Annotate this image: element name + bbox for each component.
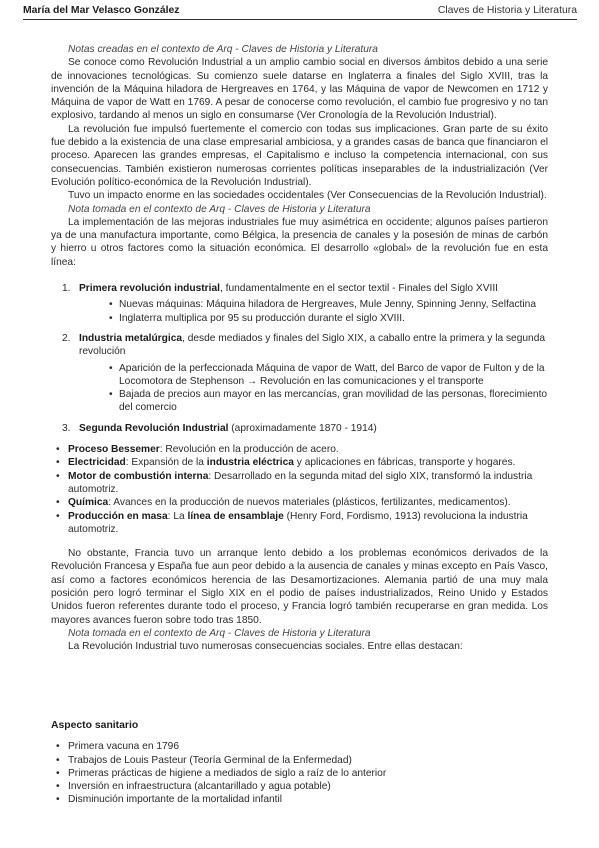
context-note: Nota tomada en el contexto de Arq - Claves de Historia y Literatura (68, 203, 371, 215)
page-header (23, 3, 577, 20)
phase-sublist (79, 362, 548, 415)
paragraph-asymmetry: La implementación de las mejoras industriales fue muy asimétrica en occidente; algunos países partieron ya de una manufactura importante, como Bélgica, la presencia de canales y la posesión de minas de carbón y hierro u otros factores como la situación económica. El desarrollo «global» de la revolución fue en esta línea: (51, 216, 548, 268)
list-item (51, 443, 548, 456)
item-text: : La (167, 510, 188, 522)
item-title: Producción en masa (68, 510, 168, 522)
item-text: : Desarrollado en la segunda mitad del siglo XIX, transformó la industria automotriz. (68, 470, 533, 495)
paragraph-intro: Se conoce como Revolución Industrial a un amplio cambio social en diversos ámbitos debido a una serie de innovaciones tecnológicas. Su comienzo suele datarse en Inglaterra a finales del Siglo XVIII, tras la invención de la Máquina hiladora de Hergreaves en 1764, y las Máquina de vapor de Newcomen en 1712 y Máquina de vapor de Watt en 1769. A pesar de conocerse como revolución, el cambio fue progresivo y no tan explosivo, tardando al menos un siglo en consumarse (Ver Cronología de la Revolución Industrial). (51, 57, 548, 122)
item-title: Motor de combustión interna (68, 470, 209, 482)
item-emphasis: industria eléctrica (206, 457, 294, 469)
sublist-item: • Inglaterra multiplica por 95 su producción durante el siglo XVIII. (79, 312, 548, 325)
item-title: Proceso Bessemer (68, 444, 160, 456)
list-item: • Trabajos de Louis Pasteur (Teoría Germinal de la Enfermedad) (51, 754, 548, 767)
phases-list (51, 282, 548, 435)
paragraph-impact: Tuvo un impacto enorme en las sociedades occidentales (Ver Consecuencias de la Revolución Industrial). (68, 190, 547, 202)
phase-item (51, 332, 548, 415)
paragraph-countries: No obstante, Francia tuvo un arranque lento debido a los problemas económicos derivados de la Revolución Francesa y España fue aun peor debido a la ausencia de canales y minas excepto en País Vasco, así como a factores económicos herencia de las Desamortizaciones. Alemania partió de una muy mala posición pero logró terminar el Siglo XIX en el podio de países industrializados, Reino Unido y Estados Unidos fueron referentes durante todo el proceso, y Francia logró también recuperarse en gran medida. Los mayores avances fueron sobre todo tras 1850. (51, 548, 548, 626)
phase-description: , fundamentalmente en el sector textil - Finales del Siglo XVIII (219, 283, 499, 295)
list-item (51, 456, 548, 469)
second-revolution-list (51, 443, 548, 536)
section-heading: Aspecto sanitario (51, 720, 139, 731)
phase-title: Segunda Revolución Industrial (79, 422, 229, 434)
phase-number: 3. (62, 422, 71, 434)
phase-description: (aproximadamente 1870 - 1914) (228, 422, 377, 434)
list-item: • Primeras prácticas de higiene a mediados de siglo a raíz de lo anterior (51, 767, 548, 780)
context-note: Notas creadas en el contexto de Arq - Claves de Historia y Literatura (68, 44, 378, 55)
sanitario-section (51, 719, 548, 807)
phase-description: , desde mediados y finales del Siglo XIX, a caballo entre la primera y la segunda revolución (79, 332, 546, 358)
list-item (51, 496, 548, 509)
header-author: María del Mar Velasco González (23, 5, 180, 16)
phase-number: 2. (62, 332, 71, 344)
list-item (51, 470, 548, 497)
list-item: • Inversión en infraestructura (alcantarillado y agua potable) (51, 780, 548, 793)
item-emphasis: línea de ensamblaje (187, 510, 284, 522)
paragraph-consequences: La Revolución Industrial tuvo numerosas consecuencias sociales. Entre ellas destacan: (68, 641, 463, 653)
sanitario-list (51, 740, 548, 806)
item-text: : Expansión de la (125, 457, 207, 469)
item-text: : Avances en la producción de nuevos materiales (plásticos, fertilizantes, medicamentos). (108, 497, 511, 509)
list-item (51, 510, 548, 537)
sublist-item: • Bajada de precios aun mayor en las mercancías, gran movilidad de las personas, florecimiento del comercio (79, 388, 548, 415)
sublist-item: • Aparición de la perfeccionada Máquina de vapor de Watt, del Barco de vapor de Fulton y de la Locomotora de Stephenson → Revolución en las comunicaciones y el transporte (79, 362, 548, 389)
item-title: Electricidad (68, 457, 126, 469)
item-text: y aplicaciones en fábricas, transporte y hogares. (293, 457, 516, 469)
phase-title: Primera revolución industrial (79, 283, 220, 295)
phase-item (51, 282, 548, 325)
sublist-item: • Nuevas máquinas: Máquina hiladora de Hergreaves, Mule Jenny, Spinning Jenny, Selfactina (79, 298, 548, 311)
context-note: Nota tomada en el contexto de Arq - Claves de Historia y Literatura (68, 627, 371, 639)
list-item: • Primera vacuna en 1796 (51, 740, 548, 753)
item-text: : Revolución en la producción de acero. (159, 444, 339, 456)
phase-sublist (79, 298, 548, 325)
page-content (51, 43, 548, 653)
list-item: • Disminución importante de la mortalidad infantil (51, 793, 548, 806)
paragraph-commerce: La revolución fue impulsó fuertemente el comercio con todas sus implicaciones. Gran parte de su éxito fue debido a la existencia de una clase empresarial ambiciosa, y a grandes casas de banca que financiaron el proceso. Aparecen las grandes empresas, el Capitalismo e incluso la competencia internacional, con sus consecuencias. También existieron numerosas corrientes políticas inseparables de la industrialización (Ver Evolución político-económica de la Revolución Industrial). (51, 123, 548, 188)
header-book-title: Claves de Historia y Literatura (437, 5, 577, 16)
item-title: Química (68, 497, 109, 509)
item-text: (Henry Ford, Fordismo, 1913) revoluciona la industria automotriz. (68, 510, 528, 535)
phase-title: Industria metalúrgica (79, 332, 183, 344)
phase-item (51, 422, 548, 435)
phase-number: 1. (62, 283, 71, 295)
